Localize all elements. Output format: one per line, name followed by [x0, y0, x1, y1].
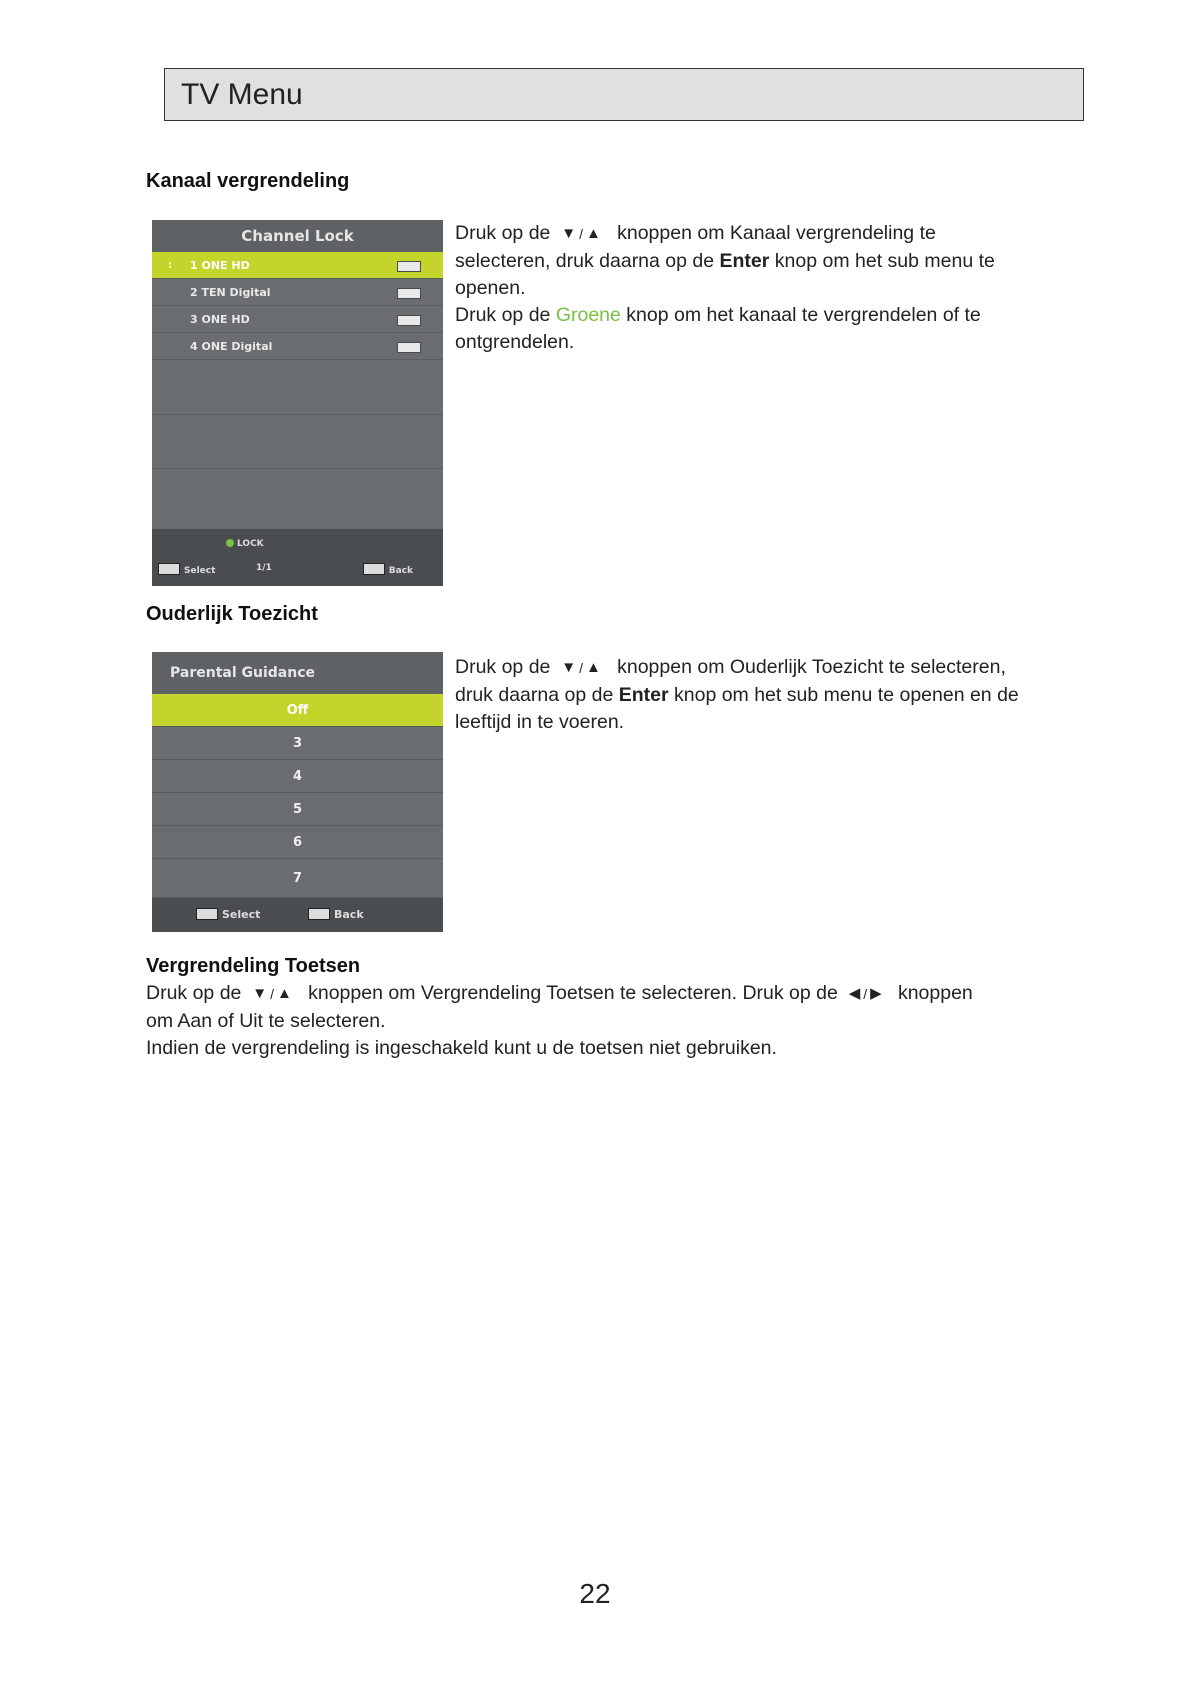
menu-key-icon	[308, 908, 330, 920]
age-option[interactable]: 6	[152, 826, 443, 859]
channel-lock-heading: Kanaal vergrendeling	[146, 170, 350, 192]
lock-status-icon	[397, 315, 421, 326]
up-arrow-icon: ▲	[585, 659, 601, 676]
channel-lock-screen	[152, 220, 443, 586]
lock-status-icon	[397, 288, 421, 299]
channel-name: 4 ONE Digital	[190, 340, 273, 353]
channel-name: 1 ONE HD	[190, 259, 250, 272]
lock-legend: LOCK	[226, 539, 264, 549]
enter-key-icon	[158, 563, 180, 575]
right-arrow-icon: ▶	[870, 985, 882, 1002]
page-header	[164, 68, 1084, 121]
parental-guidance-title: Parental Guidance	[152, 652, 443, 694]
green-word: Groene	[555, 304, 621, 326]
key-lock-text: Druk op de ▼ / ▲ knoppen om Vergrendeling Toetsen te selecteren. Druk op de ◀ / ▶ knoppen om Aan of Uit te selecteren. Indien de vergrendeling is ingeschakeld kunt u de toetsen niet gebruiken.	[146, 982, 973, 1059]
parental-heading: Ouderlijk Toezicht	[146, 603, 318, 625]
lock-status-icon	[397, 342, 421, 353]
menu-key-icon	[363, 563, 385, 575]
parental-text: Druk op de ▼ / ▲ knoppen om Ouderlijk Toezicht te selecteren, druk daarna op de Enter knop om het sub menu te openen en de leeftijd in te voeren.	[455, 656, 1019, 733]
empty-row	[152, 414, 443, 469]
empty-row	[152, 360, 443, 415]
up-arrow-icon: ▲	[585, 225, 601, 242]
channel-row[interactable]	[152, 333, 443, 360]
channel-lock-footer	[152, 529, 443, 586]
channel-row[interactable]	[152, 306, 443, 333]
enter-key-icon	[196, 908, 218, 920]
down-arrow-icon: ▼	[252, 985, 268, 1002]
back-legend: Back	[363, 563, 413, 576]
key-lock-heading: Vergrendeling Toetsen	[146, 955, 361, 977]
channel-row[interactable]	[152, 279, 443, 306]
channel-lock-text: Druk op de ▼ / ▲ knoppen om Kanaal vergrendeling te selecteren, druk daarna op de Enter knop om het sub menu te openen. Druk op de Groene knop om het kanaal te vergrendelen of te ontgrendelen.	[455, 222, 995, 353]
down-arrow-icon: ▼	[561, 659, 577, 676]
parental-footer	[152, 898, 443, 932]
channel-name: 2 TEN Digital	[190, 286, 271, 299]
down-arrow-icon: ▼	[561, 225, 577, 242]
age-option[interactable]: Off	[152, 694, 443, 727]
green-button-icon	[226, 539, 234, 547]
channel-row[interactable]	[152, 252, 443, 279]
parental-guidance-screen	[152, 652, 443, 932]
select-legend: Select	[196, 908, 260, 921]
age-option[interactable]: 7	[152, 859, 443, 898]
channel-name: 3 ONE HD	[190, 313, 250, 326]
channel-lock-title: Channel Lock	[152, 220, 443, 252]
age-option[interactable]: 4	[152, 760, 443, 793]
age-option[interactable]: 3	[152, 727, 443, 760]
selection-marker-icon: :	[168, 260, 172, 271]
empty-row	[152, 468, 443, 530]
page-number: 22	[579, 1578, 611, 1609]
up-arrow-icon: ▲	[276, 985, 292, 1002]
page-indicator: 1/1	[256, 563, 272, 573]
age-option[interactable]: 5	[152, 793, 443, 826]
lock-status-icon	[397, 261, 421, 272]
left-arrow-icon: ◀	[848, 985, 861, 1002]
back-legend: Back	[308, 908, 364, 921]
select-legend: Select	[158, 563, 215, 576]
page-header-title: TV Menu	[181, 77, 303, 111]
